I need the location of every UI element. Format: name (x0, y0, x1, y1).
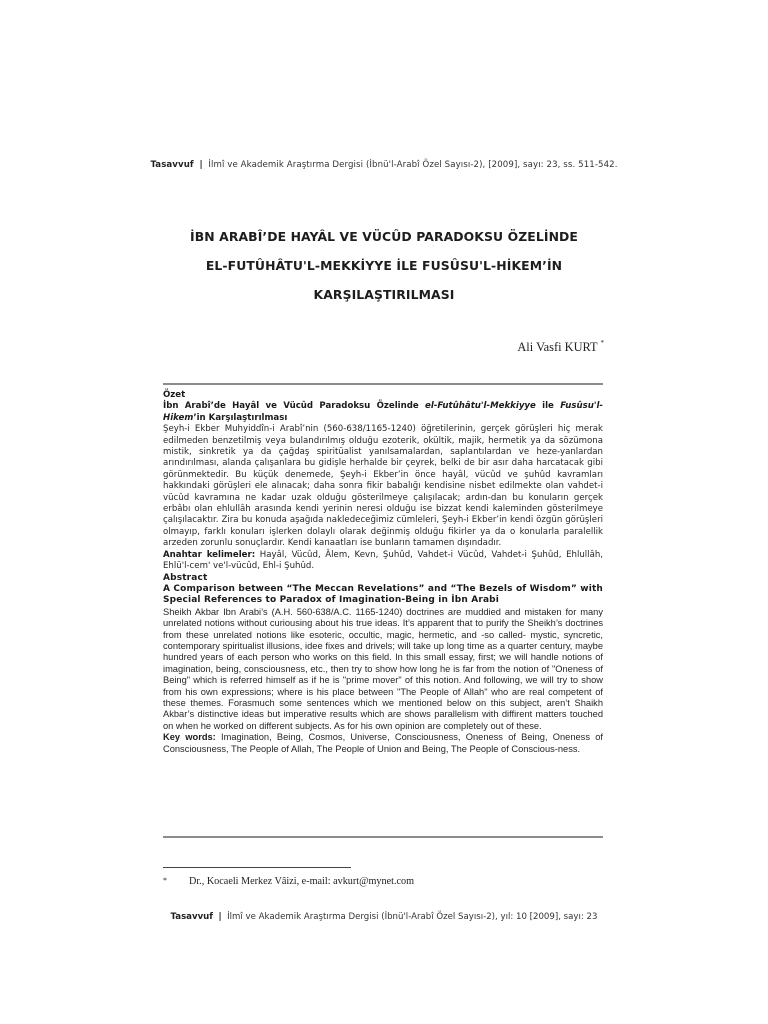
author-line (517, 340, 604, 355)
abstract-body: Sheikh Akbar Ibn Arabi’s (A.H. 560-638/A.C. 1165-1240) doctrines are muddied and mistaken for many unrelated notions without curiousing about his true ideas. It’s apparent that to purify the Sheikh’s doctrines from these unrelated notions like esoteric, occultic, magic, hermetic, and -so called- mystic, syncretic, contemporary spiritualist illusions, idee fixes and drivels; will take up long time as a quarter century, maybe hundred years of each person who works on this field. In this small essay, first; we will handle notions of imagination, being, consciousness, etc., then try to show how long he is far from the notion of "Oneness of Being" which is referred himself as if he is "prime mover" of this notion. And following, we will try to show from his own expressions; where is his place between "The People of Allah" who are real competent of these themes. Forasmuch some sentences which we mentioned below on this subject, aren’t Shaikh Akbar’s distinctive ideas but imperative results which are shows parallelism with diffirent matters touched on when he worked on different subjects. As for his own opinion are completely out of these. (163, 606, 603, 731)
top-rule (163, 383, 603, 385)
abstract-keywords (163, 732, 603, 755)
ozet-keywords (163, 550, 603, 573)
bottom-rule (163, 836, 603, 838)
ozet-subtitle (163, 401, 603, 424)
journal-citation: İlmî ve Akademik Araştırma Dergisi (İbnü'l-Arabî Özel Sayısı-2), [2009], sayı: 23, ss. 511-542. (208, 160, 618, 170)
header-separator: | (199, 160, 203, 170)
footer-journal-name: Tasavvuf (170, 912, 214, 922)
running-footer (0, 912, 768, 922)
ozet-subtitle-part: ile (535, 401, 561, 412)
abstract-heading: Abstract (163, 572, 208, 583)
ozet-subtitle-work-1: el-Futûhâtu'l-Mekkiyye (425, 401, 536, 412)
ozet-subtitle-work-2: Fusûsu'l-Hikem (163, 401, 603, 423)
abstract-keywords-list: Imagination, Being, Cosmos, Universe, Consciousness, Oneness of Being, Oneness of Consciousness, The People of Allah, The People of Union and Being, The People of Conscious-ness. (163, 732, 603, 754)
running-header (0, 160, 768, 170)
abstract-subtitle: A Comparison between “The Meccan Revelations” and “The Bezels of Wisdom” with Special References to Paradox of Imagination-Being in İbn Arabi (163, 583, 603, 606)
ozet-subtitle-part: İbn Arabî’de Hayâl ve Vücûd Paradoksu Özelinde (163, 401, 426, 412)
article-title-line-2: EL-FUTÛHÂTU'L-MEKKİYYE İLE FUSÛSU'L-HİKEM’İN (205, 258, 563, 273)
ozet-heading: Özet (163, 390, 186, 400)
footnote-mark: * (163, 876, 167, 885)
abstract-keywords-label: Key words: (163, 732, 216, 743)
abstract-box (163, 390, 603, 755)
footer-citation: İlmî ve Akademik Araştırma Dergisi (İbnü'l-Arabî Özel Sayısı-2), yıl: 10 [2009], sayı: 23 (227, 912, 598, 922)
journal-name: Tasavvuf (150, 160, 194, 170)
author-footnote-mark: * (600, 339, 604, 347)
footnote-text: Dr., Kocaeli Merkez Vâizi, e-mail: avkurt@mynet.com (189, 876, 415, 887)
footer-separator: | (218, 912, 222, 922)
footnote-separator (163, 867, 351, 868)
article-title-line-1: İBN ARABÎ’DE HAYÂL VE VÜCÛD PARADOKSU ÖZELİNDE (190, 229, 578, 244)
ozet-body: Şeyh-i Ekber Muhyiddîn-i Arabî’nin (560-638/1165-1240) öğretilerinin, gerçek görüşleri hiç merak edilmeden benzetilmiş veya bulandırılmış olduğu ezoterik, okültik, majik, hermetik ya da sözümona mistik, sinkretik ya da çağdaş spiritüalist yanılsamalardan, saplantılardan ve heze-yanlardan arındırılması, alanda çalışanlara bu gidişle herhalde bir çeyrek, belki de bir asır daha harcatacak gibi görünmektedir. Bu küçük denemede, Şeyh-i Ekber’in önce hayâl, vücûd ve şuhûd kavramları hakkındaki görüşleri ele alınacak; daha sonra fikir babalığı kendisine nisbet edilmekte olan vahdet-i vücûd kavramına ne kadar uzak olduğu gösterilmeye çalışılacak; ardın-dan bu konuların gerçek erbâbı olan ehlullâh arasında kendi yerinin neresi olduğu ise bizzat kendi kaleminden gösterilmeye çalışılacaktır. Zira bu konuda aşağıda nakledeceğimiz cümleleri, Şeyh-i Ekber’in kendi özgün görüşleri olmayıp, farklı konuları işlerken dolaylı olarak değinmiş olduğu fikirler ya da o konularla paralellik arzeden zorunlu sonuçlardır. Kendi kanaatları ise bunların tamamen dışındadır. (163, 424, 603, 549)
ozet-keywords-label: Anahtar kelimeler: (163, 549, 256, 560)
ozet-subtitle-part: ’in Karşılaştırılması (193, 412, 288, 423)
ozet-keywords-list: Hayâl, Vücûd, Âlem, Kevn, Şuhûd, Vahdet-i Vücûd, Vahdet-i Şuhûd, Ehlullâh, Ehlü'l-cem' ve'l-vücûd, Ehl-i Şuhûd. (163, 549, 604, 572)
article-title-line-3: KARŞILAŞTIRILMASI (313, 287, 455, 302)
author-name: Ali Vasfi KURT (517, 340, 598, 354)
footnote (163, 876, 603, 887)
